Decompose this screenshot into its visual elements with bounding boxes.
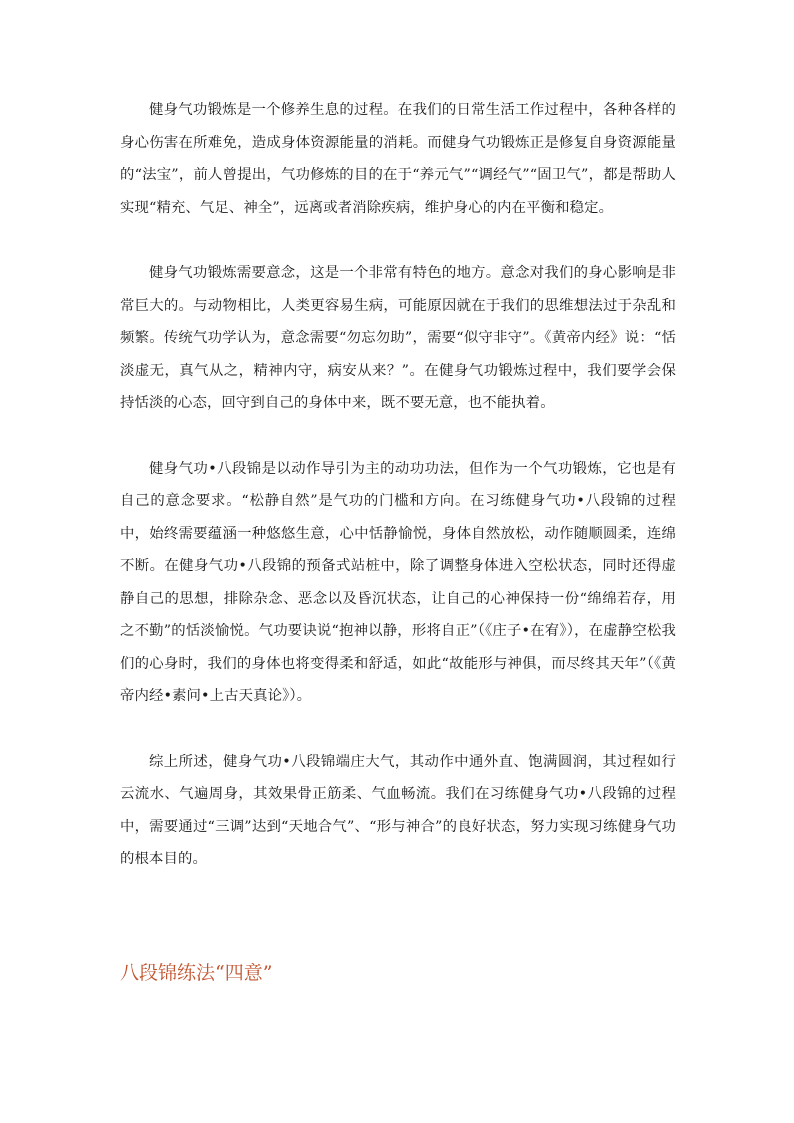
- paragraph-summary: 综上所述，健身气功•八段锦端庄大气，其动作中通外直、饱满圆润，其过程如行云流水、气遍周身，其效果骨正筋柔、气血畅流。我们在习练健身气功•八段锦的过程中，需要通过“三调”达到“天地合气”、“形与神合”的良好状态，努力实现习练健身气功的根本目的。: [120, 753, 676, 867]
- section-heading: 八段锦练法“四意”: [120, 962, 273, 984]
- article-body: [120, 94, 676, 876]
- paragraph-qigong-cultivation: 健身气功锻炼是一个修养生息的过程。在我们的日常生活工作过程中，各种各样的身心伤害在所难免，造成身体资源能量的消耗。而健身气功锻炼正是修复自身资源能量的“法宝”，前人曾提出，气功修炼的目的在于“养元气”“调经气”“固卫气”，都是帮助人实现“精充、气足、神全”，远离或者消除疾病，维护身心的内在平衡和稳定。: [120, 102, 676, 216]
- paragraph-baduanjin-intention: 健身气功•八段锦是以动作导引为主的动功功法，但作为一个气功锻炼，它也是有自己的意念要求。“松静自然”是气功的门槛和方向。在习练健身气功•八段锦的过程中，始终需要蕴涵一种悠悠生意，心中恬静愉悦，身体自然放松，动作随顺圆柔，连绵不断。在健身气功•八段锦的预备式站桩中，除了调整身体进入空松状态，同时还得虚静自己的思想，排除杂念、恶念以及昏沉状态，让自己的心神保持一份“绵绵若存，用之不勤”的恬淡愉悦。气功要诀说“抱神以静，形将自正”（《庄子•在宥》），在虚静空松我们的心身时，我们的身体也将变得柔和舒适，如此“故能形与神俱，而尽终其天年”（《黄帝内经•素问•上古天真论》）。: [120, 460, 676, 704]
- paragraph-intention: 健身气功锻炼需要意念，这是一个非常有特色的地方。意念对我们的身心影响是非常巨大的。与动物相比，人类更容易生病，可能原因就在于我们的思维想法过于杂乱和频繁。传统气功学认为，意念需要“勿忘勿助”，需要“似守非守”。《黄帝内经》说：“恬淡虚无，真气从之，精神内守，病安从来？”。在健身气功锻炼过程中，我们要学会保持恬淡的心态，回守到自己的身体中来，既不要无意，也不能执着。: [120, 265, 676, 411]
